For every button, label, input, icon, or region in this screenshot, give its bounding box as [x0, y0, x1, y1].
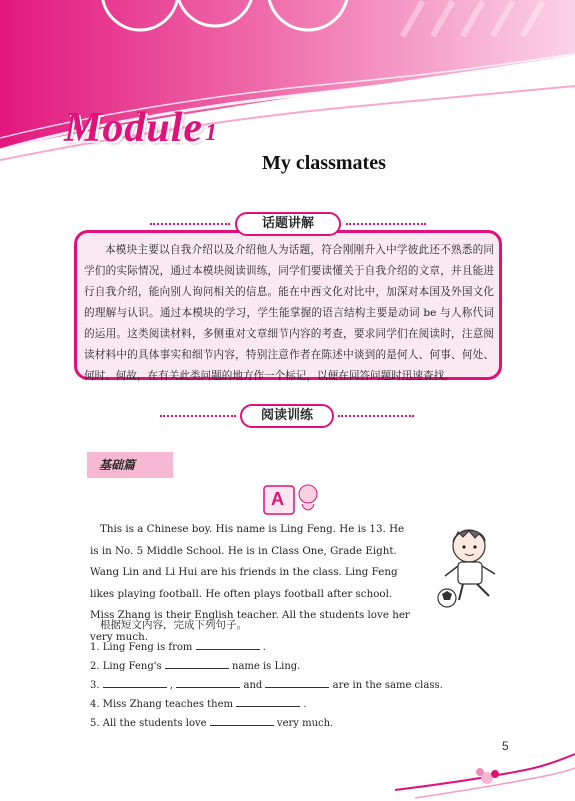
question-4: 4. Miss Zhang teaches them . [90, 694, 307, 710]
answer-blank[interactable] [176, 675, 240, 688]
answer-blank[interactable] [210, 713, 274, 726]
module-number: 1 [205, 120, 217, 146]
answer-blank[interactable] [165, 656, 229, 669]
question-2: 2. Ling Feng's name is Ling. [90, 656, 300, 672]
page-number: 5 [502, 739, 509, 753]
exercise-letter: A [271, 489, 284, 509]
topic-text: 本模块主要以自我介绍以及介绍他人为话题，符合刚刚升入中学彼此还不熟悉的同学们的实际情况，通过本模块阅读训练，同学们要读懂关于自我介绍的文章，并且能进行自我介绍，能向别人询问相关的信息。能在中西文化对比中，加深对本国及外国文化的理解与认识。通过本模块的学习，学生能掌握的语言结构主要是动词 be 与人称代词的运用。这类阅读材料，多侧重对文章细节内容的考查，要求同学们在阅读时，注意阅读材料中的具体事实和细节内容，特别注意作者在陈述中谈到的是何人、何事、何处、何时、何故，在有关此类问题的地方作一个标记，以便在回答问题时迅速查找。 [84, 244, 494, 382]
footer-decoration [395, 740, 575, 801]
answer-blank[interactable] [196, 637, 260, 650]
divider-left [150, 223, 230, 225]
answer-blank[interactable] [265, 675, 329, 688]
reading-passage: This is a Chinese boy. His name is Ling Feng. He is 13. He is in No. 5 Middle School. He is in Class One, Grade Eight. Wang Lin and Li Hui are his friends in the class. Ling Feng likes playing football. He often plays football after school. Miss Zhang is their English teacher. All the students love her very much. [90, 523, 410, 643]
unit-title: My classmates [262, 152, 386, 174]
question-5: 5. All the students love very much. [90, 713, 333, 729]
question-3: 3. , and are in the same class. [90, 675, 443, 691]
basic-tab: 基础篇 [87, 452, 173, 478]
question-1: 1. Ling Feng is from . [90, 637, 266, 653]
answer-blank[interactable] [236, 694, 300, 707]
module-title: Module [64, 105, 204, 151]
topic-title: 话题讲解 [235, 212, 341, 236]
answer-blank[interactable] [103, 675, 167, 688]
divider-right [346, 223, 426, 225]
reading-title: 阅读训练 [240, 404, 334, 428]
instruction: 根据短文内容，完成下列句子。 [100, 619, 247, 631]
divider-right [338, 415, 414, 417]
divider-left [160, 415, 236, 417]
boy-playing-football-illustration [425, 522, 517, 610]
